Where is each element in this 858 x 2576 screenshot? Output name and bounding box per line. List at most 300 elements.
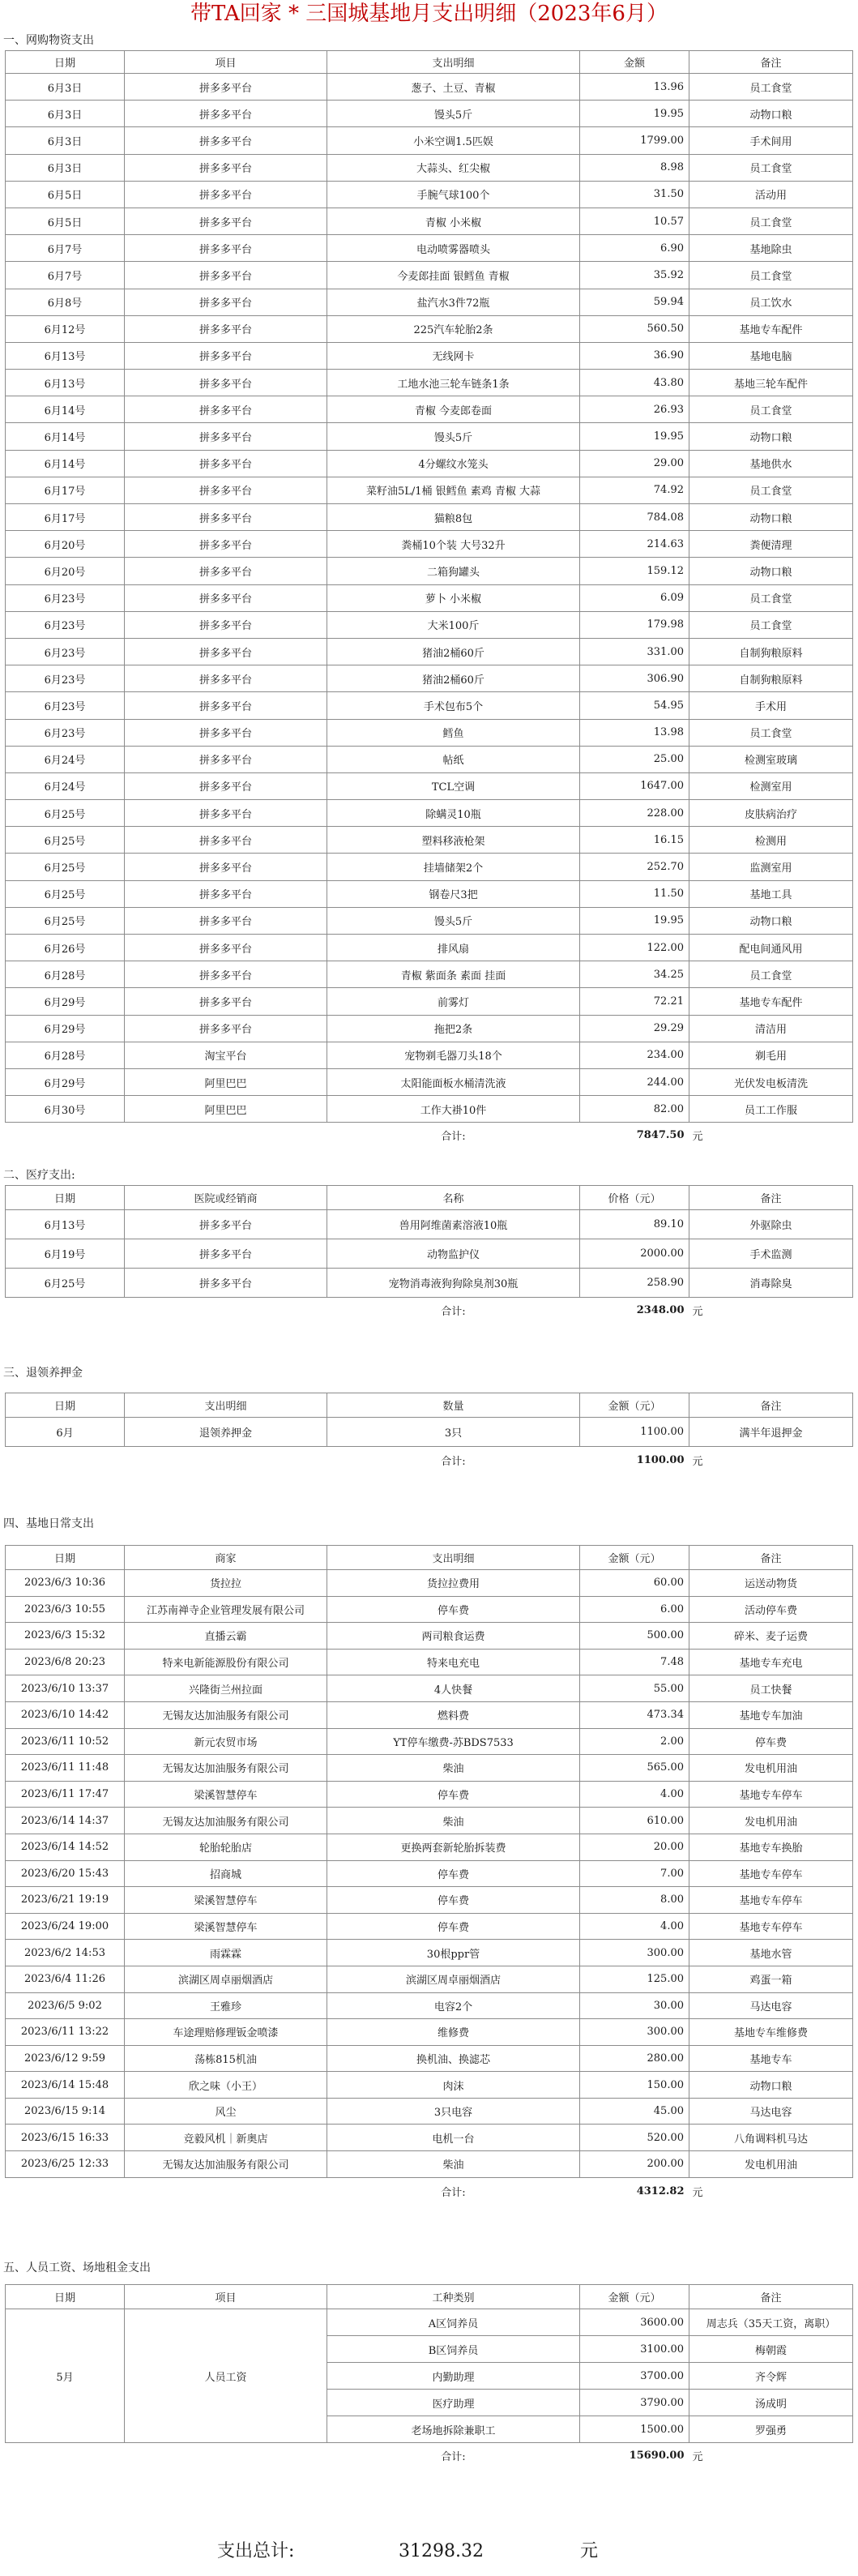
medical-expense-table bbox=[5, 1185, 853, 1324]
amount-cell: 3100.00 bbox=[580, 2336, 689, 2363]
table-row bbox=[6, 1860, 853, 1887]
column-header: 工种类别 bbox=[327, 2285, 580, 2309]
vendor-cell: 拼多多平台 bbox=[125, 827, 327, 854]
table-row bbox=[6, 1042, 853, 1068]
date-cell: 2023/6/3 10:55 bbox=[6, 1596, 125, 1623]
date-cell: 6月23号 bbox=[6, 584, 125, 611]
note-cell: 配电间通风用 bbox=[689, 935, 853, 961]
table-header-row bbox=[6, 2285, 853, 2309]
date-cell: 2023/6/14 14:37 bbox=[6, 1808, 125, 1834]
amount-cell: 13.98 bbox=[580, 719, 689, 746]
vendor-cell: 拼多多平台 bbox=[125, 396, 327, 423]
note-cell: 齐令辉 bbox=[689, 2363, 853, 2390]
total-row bbox=[6, 2177, 853, 2205]
date-cell: 6月17号 bbox=[6, 477, 125, 503]
column-header: 备注 bbox=[689, 1186, 853, 1210]
note-cell: 基地电脑 bbox=[689, 342, 853, 369]
total-unit: 元 bbox=[692, 2186, 703, 2199]
amount-cell: 150.00 bbox=[580, 2072, 689, 2099]
vendor-cell: 梁溪智慧停车 bbox=[125, 1913, 327, 1940]
note-cell: 自制狗粮原料 bbox=[689, 638, 853, 665]
date-cell: 2023/6/21 19:19 bbox=[6, 1887, 125, 1914]
detail-cell: 二箱狗罐头 bbox=[327, 558, 580, 584]
table-row bbox=[6, 2125, 853, 2151]
date-cell: 6月25号 bbox=[6, 880, 125, 907]
date-cell: 6月5日 bbox=[6, 208, 125, 234]
table-row bbox=[6, 1781, 853, 1808]
table-row bbox=[6, 746, 853, 772]
table-row bbox=[6, 719, 853, 746]
vendor-cell: 拼多多平台 bbox=[125, 423, 327, 450]
job-type-cell: B区饲养员 bbox=[327, 2336, 580, 2363]
detail-cell: 停车费 bbox=[327, 1887, 580, 1914]
table-row bbox=[6, 531, 853, 558]
date-cell: 6月3日 bbox=[6, 74, 125, 101]
table-row bbox=[6, 74, 853, 101]
detail-cell: 柴油 bbox=[327, 1755, 580, 1782]
amount-cell: 11.50 bbox=[580, 880, 689, 907]
amount-cell: 10.57 bbox=[580, 208, 689, 234]
amount-cell: 13.96 bbox=[580, 74, 689, 101]
grand-total-value: 31298.32 bbox=[399, 2541, 484, 2561]
detail-cell: 停车费 bbox=[327, 1860, 580, 1887]
page-title: 带TA回家 * 三国城基地月支出明细（2023年6月） bbox=[190, 2, 668, 26]
detail-cell: 电容2个 bbox=[327, 1992, 580, 2019]
date-cell: 6月 bbox=[6, 1418, 125, 1447]
detail-cell: 宠物剃毛器刀头18个 bbox=[327, 1042, 580, 1068]
amount-cell: 8.98 bbox=[580, 154, 689, 181]
date-cell: 2023/6/5 9:02 bbox=[6, 1992, 125, 2019]
total-unit: 元 bbox=[692, 2451, 703, 2464]
table-row bbox=[6, 181, 853, 208]
note-cell: 员工食堂 bbox=[689, 719, 853, 746]
amount-cell: 31.50 bbox=[580, 181, 689, 208]
amount-cell: 19.95 bbox=[580, 423, 689, 450]
vendor-cell: 拼多多平台 bbox=[125, 531, 327, 558]
date-cell: 6月26号 bbox=[6, 935, 125, 961]
date-cell: 2023/6/10 13:37 bbox=[6, 1675, 125, 1702]
vendor-cell: 拼多多平台 bbox=[125, 477, 327, 503]
amount-cell: 74.92 bbox=[580, 477, 689, 503]
note-cell: 员工食堂 bbox=[689, 262, 853, 289]
amount-cell: 16.15 bbox=[580, 827, 689, 854]
column-header: 日期 bbox=[6, 1393, 125, 1418]
note-cell: 员工食堂 bbox=[689, 208, 853, 234]
amount-cell: 72.21 bbox=[580, 988, 689, 1015]
column-header: 金额（元） bbox=[580, 1393, 689, 1418]
spacer bbox=[6, 1298, 125, 1324]
amount-cell: 520.00 bbox=[580, 2125, 689, 2151]
table-row bbox=[6, 208, 853, 234]
date-cell: 6月29号 bbox=[6, 988, 125, 1015]
note-cell: 基地专车停车 bbox=[689, 1913, 853, 1940]
date-cell: 6月13号 bbox=[6, 1210, 125, 1239]
date-cell: 6月25号 bbox=[6, 854, 125, 880]
date-cell: 6月25号 bbox=[6, 1269, 125, 1298]
note-cell: 基地专车加油 bbox=[689, 1701, 853, 1728]
column-header: 金额（元） bbox=[580, 2285, 689, 2309]
note-cell: 基地专车维修费 bbox=[689, 2019, 853, 2046]
vendor-cell: 拼多多平台 bbox=[125, 342, 327, 369]
section-3-heading: 三、退领养押金 bbox=[3, 1367, 83, 1380]
table-row bbox=[6, 1239, 853, 1269]
vendor-cell: 招商城 bbox=[125, 1860, 327, 1887]
detail-cell: 货拉拉费用 bbox=[327, 1570, 580, 1597]
column-header: 支出明细 bbox=[327, 51, 580, 74]
spacer bbox=[125, 1298, 327, 1324]
detail-cell: 维修费 bbox=[327, 2019, 580, 2046]
vendor-cell: 荡栋815机油 bbox=[125, 2045, 327, 2072]
table-header-row bbox=[6, 1546, 853, 1570]
amount-cell: 34.25 bbox=[580, 961, 689, 988]
vendor-cell: 拼多多平台 bbox=[125, 127, 327, 154]
vendor-cell: 拼多多平台 bbox=[125, 611, 327, 638]
note-cell: 检测用 bbox=[689, 827, 853, 854]
vendor-cell: 阿里巴巴 bbox=[125, 1068, 327, 1095]
date-cell: 2023/6/11 10:52 bbox=[6, 1728, 125, 1755]
detail-cell: 燃料费 bbox=[327, 1701, 580, 1728]
detail-cell: 今麦郎挂面 银鳕鱼 青椒 bbox=[327, 262, 580, 289]
date-cell: 6月28号 bbox=[6, 1042, 125, 1068]
table-header-row bbox=[6, 1186, 853, 1210]
amount-cell: 1799.00 bbox=[580, 127, 689, 154]
vendor-cell: 新元农贸市场 bbox=[125, 1728, 327, 1755]
detail-cell: 动物监护仪 bbox=[327, 1239, 580, 1269]
amount-cell: 280.00 bbox=[580, 2045, 689, 2072]
table-row bbox=[6, 289, 853, 315]
date-cell: 2023/6/24 19:00 bbox=[6, 1913, 125, 1940]
vendor-cell: 拼多多平台 bbox=[125, 450, 327, 477]
online-purchase-table bbox=[5, 50, 853, 1147]
amount-cell: 1647.00 bbox=[580, 772, 689, 799]
vendor-cell: 拼多多平台 bbox=[125, 1015, 327, 1042]
date-cell: 6月23号 bbox=[6, 638, 125, 665]
amount-cell: 6.90 bbox=[580, 235, 689, 262]
note-cell: 粪便清理 bbox=[689, 531, 853, 558]
table-row bbox=[6, 1913, 853, 1940]
amount-cell: 54.95 bbox=[580, 692, 689, 719]
date-cell: 6月23号 bbox=[6, 611, 125, 638]
job-type-cell: 医疗助理 bbox=[327, 2390, 580, 2416]
note-cell: 停车费 bbox=[689, 1728, 853, 1755]
vendor-cell: 竞毅风机｜新奥店 bbox=[125, 2125, 327, 2151]
date-cell: 2023/6/11 13:22 bbox=[6, 2019, 125, 2046]
vendor-cell: 无锡友达加油服务有限公司 bbox=[125, 1808, 327, 1834]
detail-cell: 30根ppr管 bbox=[327, 1940, 580, 1966]
adoption-deposit-refund-table bbox=[5, 1393, 853, 1474]
vendor-cell: 货拉拉 bbox=[125, 1570, 327, 1597]
column-header: 备注 bbox=[689, 51, 853, 74]
vendor-cell: 拼多多平台 bbox=[125, 961, 327, 988]
job-type-cell: A区饲养员 bbox=[327, 2309, 580, 2336]
vendor-cell: 拼多多平台 bbox=[125, 665, 327, 692]
detail-cell: YT停车缴费-苏BDS7533 bbox=[327, 1728, 580, 1755]
vendor-cell: 淘宝平台 bbox=[125, 1042, 327, 1068]
table-row bbox=[6, 1808, 853, 1834]
note-cell: 员工食堂 bbox=[689, 154, 853, 181]
date-cell: 6月5日 bbox=[6, 181, 125, 208]
vendor-cell: 拼多多平台 bbox=[125, 101, 327, 127]
vendor-cell: 拼多多平台 bbox=[125, 1210, 327, 1239]
detail-cell: 塑料移液枪架 bbox=[327, 827, 580, 854]
table-row bbox=[6, 2072, 853, 2099]
date-cell: 6月13号 bbox=[6, 342, 125, 369]
table-row bbox=[6, 315, 853, 342]
date-cell: 2023/6/2 14:53 bbox=[6, 1940, 125, 1966]
note-cell: 基地专车充电 bbox=[689, 1649, 853, 1675]
table-header-row bbox=[6, 1393, 853, 1418]
note-cell: 员工食堂 bbox=[689, 611, 853, 638]
date-cell: 2023/6/11 11:48 bbox=[6, 1755, 125, 1782]
note-cell: 员工食堂 bbox=[689, 396, 853, 423]
date-cell: 6月3日 bbox=[6, 154, 125, 181]
detail-cell: 青椒 今麦郎卷面 bbox=[327, 396, 580, 423]
amount-cell: 29.00 bbox=[580, 450, 689, 477]
vendor-cell: 欣之味（小王） bbox=[125, 2072, 327, 2099]
spacer bbox=[125, 1447, 327, 1474]
column-header: 价格（元） bbox=[580, 1186, 689, 1210]
table-row bbox=[6, 342, 853, 369]
table-row bbox=[6, 1834, 853, 1860]
note-cell: 员工饮水 bbox=[689, 289, 853, 315]
vendor-cell: 拼多多平台 bbox=[125, 988, 327, 1015]
total-value: 7847.50 bbox=[636, 1128, 685, 1141]
total-value: 2348.00 bbox=[636, 1304, 685, 1317]
date-cell: 6月29号 bbox=[6, 1015, 125, 1042]
date-cell: 6月24号 bbox=[6, 772, 125, 799]
vendor-cell: 拼多多平台 bbox=[125, 746, 327, 772]
spacer bbox=[125, 2177, 327, 2205]
vendor-cell: 阿里巴巴 bbox=[125, 1096, 327, 1123]
table-row bbox=[6, 1649, 853, 1675]
table-row bbox=[6, 1966, 853, 1992]
note-cell: 碎米、麦子运费 bbox=[689, 1623, 853, 1650]
detail-cell: 更换两套新轮胎拆装费 bbox=[327, 1834, 580, 1860]
date-cell: 6月12号 bbox=[6, 315, 125, 342]
vendor-cell: 轮胎轮胎店 bbox=[125, 1834, 327, 1860]
detail-cell: 3只电容 bbox=[327, 2098, 580, 2125]
vendor-cell: 梁溪智慧停车 bbox=[125, 1887, 327, 1914]
amount-cell: 306.90 bbox=[580, 665, 689, 692]
vendor-cell: 拼多多平台 bbox=[125, 181, 327, 208]
vendor-cell: 特来电新能源股份有限公司 bbox=[125, 1649, 327, 1675]
date-cell: 6月19号 bbox=[6, 1239, 125, 1269]
date-cell: 6月23号 bbox=[6, 665, 125, 692]
amount-cell: 3600.00 bbox=[580, 2309, 689, 2336]
vendor-cell: 拼多多平台 bbox=[125, 880, 327, 907]
salary-expense-table bbox=[5, 2284, 853, 2469]
note-cell: 基地专车配件 bbox=[689, 988, 853, 1015]
date-cell: 6月7号 bbox=[6, 262, 125, 289]
detail-cell: 手术包布5个 bbox=[327, 692, 580, 719]
column-header: 日期 bbox=[6, 2285, 125, 2309]
amount-cell: 26.93 bbox=[580, 396, 689, 423]
total-unit: 元 bbox=[692, 1130, 703, 1143]
note-cell: 鸡蛋一箱 bbox=[689, 1966, 853, 1992]
date-cell: 5月 bbox=[6, 2309, 125, 2443]
note-cell: 员工食堂 bbox=[689, 74, 853, 101]
note-cell: 罗强勇 bbox=[689, 2416, 853, 2443]
table-row bbox=[6, 880, 853, 907]
vendor-cell: 拼多多平台 bbox=[125, 208, 327, 234]
note-cell: 手术监测 bbox=[689, 1239, 853, 1269]
note-cell: 汤成明 bbox=[689, 2390, 853, 2416]
table-row bbox=[6, 423, 853, 450]
note-cell: 基地专车 bbox=[689, 2045, 853, 2072]
table-row bbox=[6, 154, 853, 181]
detail-cell: 拖把2条 bbox=[327, 1015, 580, 1042]
table-row bbox=[6, 396, 853, 423]
amount-cell: 1100.00 bbox=[580, 1418, 689, 1447]
date-cell: 6月13号 bbox=[6, 370, 125, 396]
vendor-cell: 拼多多平台 bbox=[125, 638, 327, 665]
note-cell: 发电机用油 bbox=[689, 1755, 853, 1782]
spacer bbox=[6, 1447, 125, 1474]
detail-cell: 换机油、换滤芯 bbox=[327, 2045, 580, 2072]
detail-cell: 滨湖区周卓丽烟酒店 bbox=[327, 1966, 580, 1992]
note-cell: 发电机用油 bbox=[689, 2151, 853, 2178]
note-cell: 动物口粮 bbox=[689, 504, 853, 531]
table-row bbox=[6, 1210, 853, 1239]
amount-cell: 6.00 bbox=[580, 1596, 689, 1623]
amount-cell: 1500.00 bbox=[580, 2416, 689, 2443]
total-row bbox=[6, 1123, 853, 1147]
detail-cell: 工作大褂10件 bbox=[327, 1096, 580, 1123]
column-header: 备注 bbox=[689, 1546, 853, 1570]
detail-cell: 兽用阿维菌素溶液10瓶 bbox=[327, 1210, 580, 1239]
note-cell: 梅朝霞 bbox=[689, 2336, 853, 2363]
vendor-cell: 拼多多平台 bbox=[125, 907, 327, 934]
amount-cell: 60.00 bbox=[580, 1570, 689, 1597]
column-header: 商家 bbox=[125, 1546, 327, 1570]
date-cell: 2023/6/20 15:43 bbox=[6, 1860, 125, 1887]
note-cell: 基地专车配件 bbox=[689, 315, 853, 342]
note-cell: 周志兵（35天工资，离职） bbox=[689, 2309, 853, 2336]
vendor-cell: 拼多多平台 bbox=[125, 854, 327, 880]
table-row bbox=[6, 1992, 853, 2019]
amount-cell: 8.00 bbox=[580, 1887, 689, 1914]
section-5-heading: 五、人员工资、场地租金支出 bbox=[3, 2261, 151, 2274]
detail-cell: 挂墙储架2个 bbox=[327, 854, 580, 880]
date-cell: 6月20号 bbox=[6, 531, 125, 558]
detail-cell: 手腕气球100个 bbox=[327, 181, 580, 208]
note-cell: 动物口粮 bbox=[689, 2072, 853, 2099]
amount-cell: 252.70 bbox=[580, 854, 689, 880]
table-row bbox=[6, 127, 853, 154]
table-row bbox=[6, 101, 853, 127]
column-header: 日期 bbox=[6, 51, 125, 74]
table-row bbox=[6, 961, 853, 988]
vendor-cell: 王雅珍 bbox=[125, 1992, 327, 2019]
spacer bbox=[6, 2443, 125, 2469]
column-header: 备注 bbox=[689, 1393, 853, 1418]
detail-cell: 停车费 bbox=[327, 1913, 580, 1940]
table-row bbox=[6, 2098, 853, 2125]
note-cell: 满半年退押金 bbox=[689, 1418, 853, 1447]
note-cell: 外驱除虫 bbox=[689, 1210, 853, 1239]
detail-cell: 225汽车轮胎2条 bbox=[327, 315, 580, 342]
detail-cell: 大米100斤 bbox=[327, 611, 580, 638]
note-cell: 消毒除臭 bbox=[689, 1269, 853, 1298]
date-cell: 6月25号 bbox=[6, 827, 125, 854]
total-row bbox=[6, 1298, 853, 1324]
amount-cell: 2000.00 bbox=[580, 1239, 689, 1269]
detail-cell: 小米空调1.5匹娱 bbox=[327, 127, 580, 154]
note-cell: 发电机用油 bbox=[689, 1808, 853, 1834]
date-cell: 2023/6/14 14:52 bbox=[6, 1834, 125, 1860]
table-row bbox=[6, 2045, 853, 2072]
table-row bbox=[6, 1015, 853, 1042]
note-cell: 马达电容 bbox=[689, 1992, 853, 2019]
table-row bbox=[6, 611, 853, 638]
date-cell: 6月3日 bbox=[6, 127, 125, 154]
amount-cell: 200.00 bbox=[580, 2151, 689, 2178]
vendor-cell: 无锡友达加油服务有限公司 bbox=[125, 2151, 327, 2178]
grand-total-unit: 元 bbox=[580, 2541, 599, 2561]
note-cell: 动物口粮 bbox=[689, 423, 853, 450]
table-row bbox=[6, 2151, 853, 2178]
detail-cell: 肉沫 bbox=[327, 2072, 580, 2099]
vendor-cell: 拼多多平台 bbox=[125, 935, 327, 961]
table-row bbox=[6, 1269, 853, 1298]
table-row bbox=[6, 558, 853, 584]
date-cell: 6月23号 bbox=[6, 719, 125, 746]
note-cell: 活动用 bbox=[689, 181, 853, 208]
column-header: 医院或经销商 bbox=[125, 1186, 327, 1210]
note-cell: 员工工作服 bbox=[689, 1096, 853, 1123]
daily-expense-table bbox=[5, 1545, 853, 2205]
amount-cell: 19.95 bbox=[580, 101, 689, 127]
amount-cell: 30.00 bbox=[580, 1992, 689, 2019]
note-cell: 检测室用 bbox=[689, 772, 853, 799]
total-value: 15690.00 bbox=[629, 2450, 685, 2463]
amount-cell: 20.00 bbox=[580, 1834, 689, 1860]
date-cell: 6月17号 bbox=[6, 504, 125, 531]
table-row bbox=[6, 665, 853, 692]
date-cell: 2023/6/25 12:33 bbox=[6, 2151, 125, 2178]
job-type-cell: 老场地拆除兼职工 bbox=[327, 2416, 580, 2443]
detail-cell: 盐汽水3件72瓶 bbox=[327, 289, 580, 315]
date-cell: 2023/6/8 20:23 bbox=[6, 1649, 125, 1675]
vendor-cell: 拼多多平台 bbox=[125, 74, 327, 101]
amount-cell: 179.98 bbox=[580, 611, 689, 638]
table-row bbox=[6, 584, 853, 611]
table-row bbox=[6, 1570, 853, 1597]
spacer bbox=[125, 2443, 327, 2469]
detail-cell: 猪油2桶60斤 bbox=[327, 638, 580, 665]
amount-cell: 7.48 bbox=[580, 1649, 689, 1675]
table-row bbox=[6, 1623, 853, 1650]
date-cell: 6月3日 bbox=[6, 101, 125, 127]
detail-cell: 停车费 bbox=[327, 1596, 580, 1623]
note-cell: 基地专车停车 bbox=[689, 1860, 853, 1887]
table-row bbox=[6, 235, 853, 262]
item-cell: 人员工资 bbox=[125, 2309, 327, 2443]
note-cell: 活动停车费 bbox=[689, 1596, 853, 1623]
column-header: 支出明细 bbox=[327, 1546, 580, 1570]
amount-cell: 473.34 bbox=[580, 1701, 689, 1728]
amount-cell: 214.63 bbox=[580, 531, 689, 558]
vendor-cell: 拼多多平台 bbox=[125, 1239, 327, 1269]
amount-cell: 784.08 bbox=[580, 504, 689, 531]
vendor-cell: 拼多多平台 bbox=[125, 235, 327, 262]
detail-cell: 柴油 bbox=[327, 2151, 580, 2178]
note-cell: 光伏发电板清洗 bbox=[689, 1068, 853, 1095]
vendor-cell: 无锡友达加油服务有限公司 bbox=[125, 1701, 327, 1728]
note-cell: 手术间用 bbox=[689, 127, 853, 154]
amount-cell: 228.00 bbox=[580, 800, 689, 827]
date-cell: 6月23号 bbox=[6, 692, 125, 719]
